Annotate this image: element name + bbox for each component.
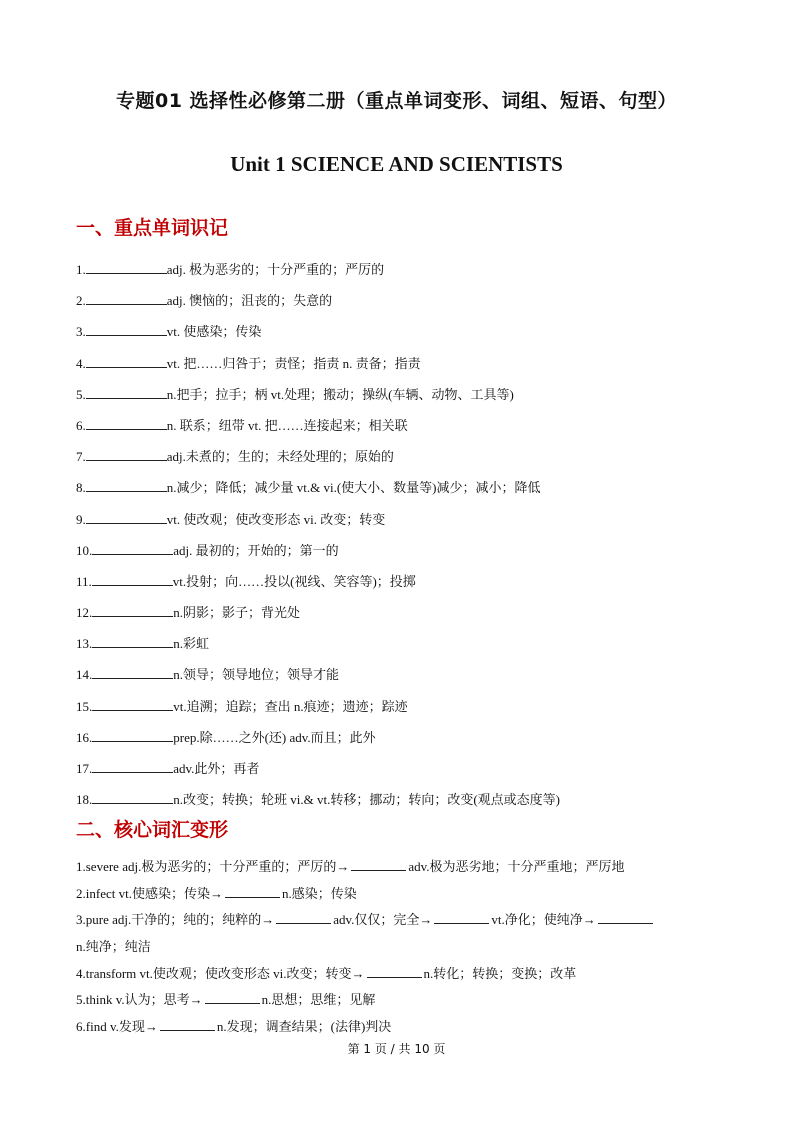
item-number: 18. [76,792,93,808]
list-item [76,883,726,910]
item-definition: n. 联系；纽带 vt. 把……连接起来；相关联 [166,417,408,433]
item-definition: n.领导；领导地位；领导才能 [173,667,340,683]
list-item [76,633,560,664]
item-number: 9. [76,511,86,527]
item-number: 12. [76,605,93,621]
item-number: 6. [76,417,86,433]
item-text: n.转化；转换；变换；改革 [423,965,577,981]
answer-blank[interactable] [86,355,167,368]
item-definition: n.改变；转换；轮班 vi.& vt.转移；挪动；转向；改变(观点或态度等) [173,792,560,808]
list-item [76,509,560,540]
item-text: n.感染；传染 [281,885,357,901]
list-item [76,353,560,384]
item-definition: n.阴影；影子；背光处 [173,605,301,621]
item-number: 8. [76,480,86,496]
list-item [76,856,726,883]
list-item [76,290,560,321]
item-definition: vt. 把……归咎于；责怪；指责 n. 责备；指责 [166,355,421,371]
item-number: 13. [76,636,93,652]
answer-blank[interactable] [86,386,167,399]
word-recall-list [76,259,560,820]
item-text: adv.仅仅；完全→ [333,912,433,928]
list-item [76,1016,726,1043]
answer-blank[interactable] [92,791,173,804]
answer-blank[interactable] [86,261,167,274]
list-item [76,602,560,633]
item-definition: adj. 最初的；开始的；第一的 [173,542,339,558]
list-item [76,259,560,290]
answer-blank[interactable] [92,573,173,586]
answer-blank[interactable] [225,885,280,898]
list-item [76,664,560,695]
item-number: 7. [76,449,86,465]
item-text: n.发现；调查结果；(法律)判决 [216,1019,392,1035]
item-definition: adv.此外；再者 [173,761,260,776]
item-number: 2. [76,293,86,309]
section2-heading: 二、核心词汇变形 [76,819,229,841]
item-number: 5. [76,386,86,402]
list-item [76,936,726,963]
answer-blank[interactable] [86,479,167,492]
answer-blank[interactable] [86,323,167,336]
item-text: 3.pure adj.干净的；纯的；纯粹的→ [76,912,275,928]
item-text: vt.净化；使纯净→ [491,912,596,928]
list-item [76,727,560,758]
item-number: 16. [76,729,93,745]
list-item [76,540,560,571]
word-forms-list [76,856,726,1043]
answer-blank[interactable] [160,1018,215,1031]
answer-blank[interactable] [86,417,167,430]
item-text: 2.infect vt.使感染；传染→ [76,885,223,901]
item-definition: n.把手；拉手；柄 vt.处理；搬动；操纵(车辆、动物、工具等) [166,386,514,402]
item-definition: vt.追溯；追踪；查出 n.痕迹；遗迹；踪迹 [173,698,408,714]
list-item [76,909,726,936]
item-definition: vt. 使改观；使改变形态 vi. 改变；转变 [166,511,386,527]
list-item [76,415,560,446]
answer-blank[interactable] [598,911,653,924]
item-definition: n.彩虹 [173,636,210,652]
answer-blank[interactable] [351,858,406,871]
answer-blank[interactable] [86,511,167,524]
item-text: 6.find v.发现→ [76,1019,158,1035]
item-text: n.纯净；纯洁 [76,939,151,955]
item-definition: adj. 极为恶劣的；十分严重的；严厉的 [166,262,385,277]
item-definition: n.减少；降低；减少量 vt.& vi.(使大小、数量等)减少；减小；降低 [166,480,541,496]
item-definition: adj. 懊恼的；沮丧的；失意的 [166,293,333,309]
item-definition: vt.投射；向……投以(视线、笑容等)；投掷 [172,573,416,589]
unit-heading: Unit 1 SCIENCE AND SCIENTISTS [230,152,563,176]
list-item [76,989,726,1016]
list-item [76,384,560,415]
item-number: 3. [76,324,86,340]
answer-blank[interactable] [92,760,173,773]
item-number: 14. [76,667,93,683]
item-definition: vt. 使感染；传染 [166,324,262,340]
answer-blank[interactable] [276,911,331,924]
item-text: n.思想；思维；见解 [261,992,376,1008]
document-title: 专题01 选择性必修第二册（重点单词变形、词组、短语、句型） [115,90,678,112]
list-item [76,446,560,477]
answer-blank[interactable] [434,911,489,924]
answer-blank[interactable] [205,991,260,1004]
item-number: 10. [76,542,93,558]
answer-blank[interactable] [92,729,173,742]
answer-blank[interactable] [86,448,167,461]
list-item [76,758,560,789]
list-item [76,321,560,352]
list-item [76,696,560,727]
item-number: 15. [76,698,93,714]
item-definition: prep.除……之外(还) adv.而且；此外 [173,729,376,745]
item-definition: adj.未煮的；生的；未经处理的；原始的 [166,449,394,465]
list-item [76,963,726,990]
answer-blank[interactable] [92,698,173,711]
list-item [76,571,560,602]
item-number: 17. [76,761,93,776]
item-text: 5.think v.认为；思考→ [76,992,203,1008]
answer-blank[interactable] [92,604,173,617]
item-text: adv.极为恶劣地；十分严重地；严厉地 [408,859,625,874]
answer-blank[interactable] [92,542,173,555]
list-item [76,477,560,508]
answer-blank[interactable] [92,635,173,648]
item-text: 4.transform vt.使改观；使改变形态 vi.改变；转变→ [76,965,365,981]
answer-blank[interactable] [92,666,173,679]
item-number: 4. [76,355,86,371]
item-text: 1.severe adj.极为恶劣的；十分严重的；严厉的→ [76,859,350,874]
item-number: 11. [76,573,92,589]
answer-blank[interactable] [367,965,422,978]
item-number: 1. [76,262,86,277]
section1-heading: 一、重点单词识记 [76,217,229,239]
page-footer: 第 1 页 / 共 10 页 [347,1042,446,1056]
answer-blank[interactable] [86,292,167,305]
